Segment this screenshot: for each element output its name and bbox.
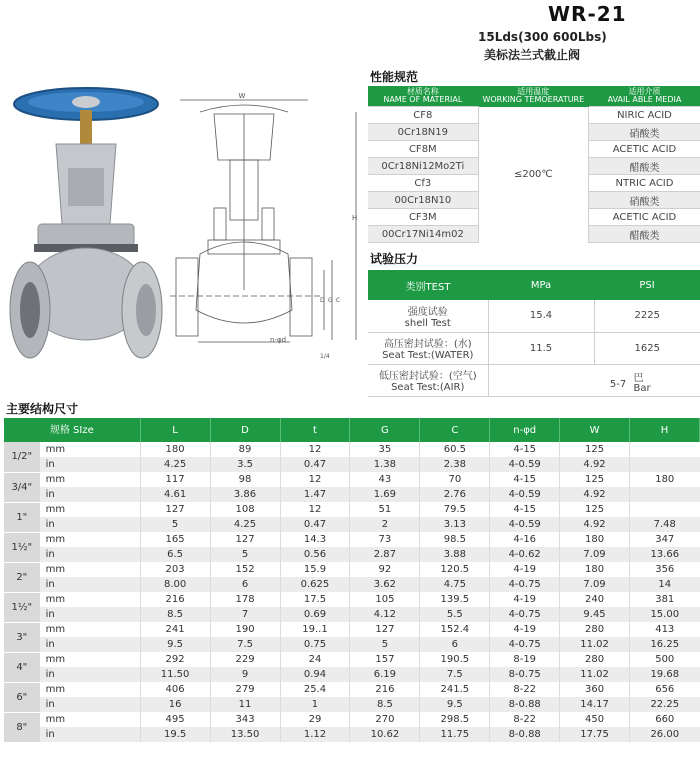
- dim-label-c: C: [336, 297, 341, 304]
- value-cell: [630, 502, 700, 517]
- value-cell: 98: [210, 472, 280, 487]
- value-cell: 8-0.75: [490, 667, 560, 682]
- value-cell: 14: [630, 577, 700, 592]
- dim-label-d: D: [320, 297, 325, 304]
- value-cell: 13.50: [210, 727, 280, 742]
- dim-col-header: t: [280, 418, 350, 442]
- value-cell: 356: [630, 562, 700, 577]
- test-unit-en: Bar: [633, 383, 651, 394]
- value-cell: 500: [630, 652, 700, 667]
- value-cell: 270: [350, 712, 420, 727]
- value-cell: [630, 442, 700, 457]
- table-row: [4, 682, 700, 697]
- value-cell: 22.25: [630, 697, 700, 712]
- size-cell: 1": [4, 502, 40, 532]
- value-cell: 240: [560, 592, 630, 607]
- col-material-en: NAME OF MATERIAL: [383, 95, 463, 104]
- value-cell: 51: [350, 502, 420, 517]
- value-cell: 656: [630, 682, 700, 697]
- test-name-en: Seat Test:(WATER): [382, 350, 474, 361]
- col-mpa: MPa: [488, 270, 594, 300]
- value-cell: 11.50: [140, 667, 210, 682]
- value-cell: 4.12: [350, 607, 420, 622]
- value-cell: 180: [560, 532, 630, 547]
- table-row: [4, 697, 700, 712]
- size-cell: 1/2": [4, 442, 40, 472]
- value-cell: 17.5: [280, 592, 350, 607]
- material-cell: CF8M: [368, 141, 478, 158]
- value-cell: 127: [140, 502, 210, 517]
- col-temp-en: WORKING TEMOERATURE: [482, 95, 585, 105]
- unit-cell: in: [40, 457, 141, 472]
- temperature-cell: ≤200℃: [478, 107, 588, 243]
- media-cell: ACETIC ACID: [588, 141, 700, 158]
- test-name-en: shell Test: [404, 317, 451, 329]
- media-cell: 醋酸类: [588, 226, 700, 243]
- value-cell: 216: [350, 682, 420, 697]
- value-cell: 8.5: [350, 697, 420, 712]
- value-cell: 1.38: [350, 457, 420, 472]
- unit-cell: mm: [40, 502, 141, 517]
- value-cell: 4.92: [560, 457, 630, 472]
- value-cell: 4-19: [490, 592, 560, 607]
- value-cell: 127: [350, 622, 420, 637]
- value-cell: 4.25: [140, 457, 210, 472]
- test-name-en: Seat Test:(AIR): [391, 382, 465, 393]
- value-cell: 11.75: [420, 727, 490, 742]
- col-test: 类别TEST: [368, 270, 488, 300]
- value-cell: 3.5: [210, 457, 280, 472]
- value-cell: 4.75: [420, 577, 490, 592]
- size-cell: 2": [4, 562, 40, 592]
- value-cell: 4-0.59: [490, 517, 560, 532]
- value-cell: 4-0.62: [490, 547, 560, 562]
- media-cell: 硝酸类: [588, 124, 700, 141]
- col-psi: PSI: [594, 270, 700, 300]
- value-cell: 8-19: [490, 652, 560, 667]
- unit-cell: mm: [40, 622, 141, 637]
- value-cell: 7.5: [210, 637, 280, 652]
- value-cell: 180: [630, 472, 700, 487]
- material-cell: 00Cr18N10: [368, 192, 478, 209]
- value-cell: 381: [630, 592, 700, 607]
- unit-cell: in: [40, 697, 141, 712]
- dimension-table: [4, 418, 700, 743]
- dim-col-header: G: [350, 418, 420, 442]
- value-cell: 5: [350, 637, 420, 652]
- unit-cell: in: [40, 727, 141, 742]
- value-cell: 4-19: [490, 562, 560, 577]
- size-cell: 3": [4, 622, 40, 652]
- value-cell: 24: [280, 652, 350, 667]
- size-cell: 8": [4, 712, 40, 742]
- value-cell: 5: [210, 547, 280, 562]
- value-cell: 7.09: [560, 577, 630, 592]
- value-cell: 8-0.88: [490, 697, 560, 712]
- value-cell: 660: [630, 712, 700, 727]
- value-cell: 4-0.59: [490, 457, 560, 472]
- table-row: [4, 442, 700, 457]
- value-cell: 9.5: [420, 697, 490, 712]
- value-cell: 19..1: [280, 622, 350, 637]
- value-cell: 4-15: [490, 442, 560, 457]
- value-cell: 157: [350, 652, 420, 667]
- value-cell: 120.5: [420, 562, 490, 577]
- value-cell: 165: [140, 532, 210, 547]
- value-cell: 11.02: [560, 667, 630, 682]
- valve-drawing: [170, 90, 362, 365]
- value-cell: 5: [140, 517, 210, 532]
- dim-col-header: H: [630, 418, 700, 442]
- unit-cell: mm: [40, 652, 141, 667]
- table-row: [4, 532, 700, 547]
- dim-col-header: L: [140, 418, 210, 442]
- media-cell: 硝酸类: [588, 192, 700, 209]
- value-cell: 280: [560, 622, 630, 637]
- value-cell: 0.625: [280, 577, 350, 592]
- value-cell: 9.5: [140, 637, 210, 652]
- unit-cell: mm: [40, 442, 141, 457]
- value-cell: 4.25: [210, 517, 280, 532]
- size-cell: 3/4": [4, 472, 40, 502]
- value-cell: 3.13: [420, 517, 490, 532]
- test-pressure-table: [368, 270, 700, 397]
- value-cell: 2: [350, 517, 420, 532]
- value-cell: 89: [210, 442, 280, 457]
- value-cell: 15.00: [630, 607, 700, 622]
- test-unit-zh: 巴: [633, 373, 644, 384]
- value-cell: 216: [140, 592, 210, 607]
- unit-cell: mm: [40, 682, 141, 697]
- value-cell: 13.66: [630, 547, 700, 562]
- value-cell: 10.62: [350, 727, 420, 742]
- value-cell: 43: [350, 472, 420, 487]
- value-cell: 92: [350, 562, 420, 577]
- performance-heading: 性能规范: [370, 70, 419, 84]
- value-cell: 14.17: [560, 697, 630, 712]
- table-row: [4, 577, 700, 592]
- value-cell: 8-22: [490, 712, 560, 727]
- material-cell: CF8: [368, 107, 478, 124]
- media-cell: NIRIC ACID: [588, 107, 700, 124]
- value-cell: 14.3: [280, 532, 350, 547]
- value-cell: 35: [350, 442, 420, 457]
- size-cell: 1½": [4, 532, 40, 562]
- value-cell: 413: [630, 622, 700, 637]
- table-row: [4, 472, 700, 487]
- value-cell: 347: [630, 532, 700, 547]
- value-cell: 16: [140, 697, 210, 712]
- unit-cell: mm: [40, 532, 141, 547]
- value-cell: 241: [140, 622, 210, 637]
- value-cell: 1.12: [280, 727, 350, 742]
- media-cell: NTRIC ACID: [588, 175, 700, 192]
- unit-cell: in: [40, 487, 141, 502]
- value-cell: 9.45: [560, 607, 630, 622]
- value-cell: 117: [140, 472, 210, 487]
- value-cell: 3.86: [210, 487, 280, 502]
- value-cell: 0.56: [280, 547, 350, 562]
- value-cell: 26.00: [630, 727, 700, 742]
- size-cell: 6": [4, 682, 40, 712]
- unit-cell: in: [40, 517, 141, 532]
- value-cell: 1.69: [350, 487, 420, 502]
- value-cell: 4-0.75: [490, 637, 560, 652]
- value-cell: 7.48: [630, 517, 700, 532]
- table-row: [4, 517, 700, 532]
- dim-col-header: D: [210, 418, 280, 442]
- table-row: [4, 637, 700, 652]
- product-title: WR-21: [548, 2, 627, 26]
- value-cell: 19.68: [630, 667, 700, 682]
- dim-label-w: W: [238, 92, 246, 100]
- value-cell: 3.62: [350, 577, 420, 592]
- value-cell: 1: [280, 697, 350, 712]
- value-cell: 98.5: [420, 532, 490, 547]
- table-row: [4, 457, 700, 472]
- table-row: [4, 622, 700, 637]
- dim-col-header: 规格 SIze: [4, 418, 140, 442]
- material-cell: 00Cr17Ni14m02: [368, 226, 478, 243]
- value-cell: 105: [350, 592, 420, 607]
- value-cell: 180: [140, 442, 210, 457]
- value-cell: 190.5: [420, 652, 490, 667]
- test-mpa: 15.4: [488, 300, 594, 332]
- value-cell: 11: [210, 697, 280, 712]
- value-cell: 127: [210, 532, 280, 547]
- value-cell: 280: [560, 652, 630, 667]
- value-cell: 4.61: [140, 487, 210, 502]
- table-row: [4, 487, 700, 502]
- value-cell: 8.5: [140, 607, 210, 622]
- value-cell: 9: [210, 667, 280, 682]
- table-row: [4, 592, 700, 607]
- value-cell: 108: [210, 502, 280, 517]
- test-heading: 试验压力: [370, 252, 419, 266]
- table-row: [4, 652, 700, 667]
- test-range: 5-7: [609, 379, 627, 390]
- value-cell: 406: [140, 682, 210, 697]
- pressure-rating: 15Lds(300 600Lbs): [478, 30, 607, 44]
- value-cell: 73: [350, 532, 420, 547]
- value-cell: 292: [140, 652, 210, 667]
- value-cell: 6.5: [140, 547, 210, 562]
- value-cell: 0.47: [280, 517, 350, 532]
- col-material-zh: 材质名称: [406, 87, 439, 96]
- value-cell: 8.00: [140, 577, 210, 592]
- test-psi: 2225: [594, 300, 700, 332]
- value-cell: 125: [560, 472, 630, 487]
- value-cell: 7.5: [420, 667, 490, 682]
- value-cell: 125: [560, 442, 630, 457]
- unit-cell: in: [40, 667, 141, 682]
- dim-col-header: W: [560, 418, 630, 442]
- dim-label-g: G: [328, 297, 333, 304]
- table-row: [4, 667, 700, 682]
- value-cell: 7.09: [560, 547, 630, 562]
- value-cell: 229: [210, 652, 280, 667]
- valve-photo: [6, 84, 166, 374]
- material-table: [368, 86, 700, 243]
- value-cell: 4-15: [490, 472, 560, 487]
- value-cell: 4-0.75: [490, 577, 560, 592]
- value-cell: 4-19: [490, 622, 560, 637]
- test-name-zh: 低压密封试验：(空气): [378, 371, 477, 382]
- value-cell: 15.9: [280, 562, 350, 577]
- value-cell: 2.87: [350, 547, 420, 562]
- value-cell: 298.5: [420, 712, 490, 727]
- value-cell: 3.88: [420, 547, 490, 562]
- value-cell: 4.92: [560, 517, 630, 532]
- value-cell: 139.5: [420, 592, 490, 607]
- value-cell: 6: [210, 577, 280, 592]
- dim-label-nphid: n-φd: [270, 336, 287, 344]
- test-mpa: 11.5: [488, 332, 594, 364]
- test-name-zh: 强度试验: [407, 306, 448, 318]
- value-cell: 1.47: [280, 487, 350, 502]
- unit-cell: mm: [40, 472, 141, 487]
- value-cell: 60.5: [420, 442, 490, 457]
- dim-col-header: n-φd: [490, 418, 560, 442]
- table-row: [4, 607, 700, 622]
- value-cell: 0.47: [280, 457, 350, 472]
- value-cell: [630, 457, 700, 472]
- value-cell: 279: [210, 682, 280, 697]
- value-cell: 152: [210, 562, 280, 577]
- value-cell: 25.4: [280, 682, 350, 697]
- table-row: [4, 712, 700, 727]
- unit-cell: mm: [40, 592, 141, 607]
- media-cell: 醋酸类: [588, 158, 700, 175]
- value-cell: 4.92: [560, 487, 630, 502]
- size-cell: 1½": [4, 592, 40, 622]
- col-media-en: AVAIL ABLE MEDIA: [607, 95, 682, 104]
- table-row: [4, 562, 700, 577]
- test-psi: 1625: [594, 332, 700, 364]
- value-cell: 4-15: [490, 502, 560, 517]
- dim-col-header: C: [420, 418, 490, 442]
- value-cell: 4-0.75: [490, 607, 560, 622]
- value-cell: 6.19: [350, 667, 420, 682]
- test-name-zh: 高压密封试验：(水): [383, 339, 472, 350]
- value-cell: 29: [280, 712, 350, 727]
- value-cell: 4-0.59: [490, 487, 560, 502]
- value-cell: 6: [420, 637, 490, 652]
- value-cell: 79.5: [420, 502, 490, 517]
- dimensions-heading: 主要结构尺寸: [6, 402, 79, 416]
- value-cell: 16.25: [630, 637, 700, 652]
- dim-label-quarter: 1/4: [320, 353, 330, 360]
- product-name: 美标法兰式截止阀: [484, 48, 581, 62]
- value-cell: 5.5: [420, 607, 490, 622]
- value-cell: 0.75: [280, 637, 350, 652]
- size-cell: 4": [4, 652, 40, 682]
- value-cell: 4-16: [490, 532, 560, 547]
- unit-cell: in: [40, 637, 141, 652]
- value-cell: 0.69: [280, 607, 350, 622]
- value-cell: 7: [210, 607, 280, 622]
- value-cell: 2.38: [420, 457, 490, 472]
- value-cell: 70: [420, 472, 490, 487]
- value-cell: 241.5: [420, 682, 490, 697]
- value-cell: 12: [280, 442, 350, 457]
- unit-cell: in: [40, 607, 141, 622]
- material-cell: 0Cr18Ni12Mo2Ti: [368, 158, 478, 175]
- value-cell: [630, 487, 700, 502]
- value-cell: 125: [560, 502, 630, 517]
- col-temp-zh: 适用温度: [517, 87, 550, 97]
- dim-label-h: H: [352, 214, 358, 222]
- value-cell: 180: [560, 562, 630, 577]
- value-cell: 8-0.88: [490, 727, 560, 742]
- table-row: [4, 547, 700, 562]
- value-cell: 12: [280, 472, 350, 487]
- value-cell: 360: [560, 682, 630, 697]
- table-row: [4, 502, 700, 517]
- unit-cell: in: [40, 547, 141, 562]
- value-cell: 203: [140, 562, 210, 577]
- value-cell: 8-22: [490, 682, 560, 697]
- unit-cell: mm: [40, 562, 141, 577]
- unit-cell: mm: [40, 712, 141, 727]
- value-cell: 190: [210, 622, 280, 637]
- material-cell: Cf3: [368, 175, 478, 192]
- value-cell: 2.76: [420, 487, 490, 502]
- unit-cell: in: [40, 577, 141, 592]
- value-cell: 19.5: [140, 727, 210, 742]
- value-cell: 152.4: [420, 622, 490, 637]
- value-cell: 11.02: [560, 637, 630, 652]
- material-cell: 0Cr18N19: [368, 124, 478, 141]
- value-cell: 17.75: [560, 727, 630, 742]
- value-cell: 0.94: [280, 667, 350, 682]
- value-cell: 178: [210, 592, 280, 607]
- value-cell: 495: [140, 712, 210, 727]
- table-row: [4, 727, 700, 742]
- material-cell: CF3M: [368, 209, 478, 226]
- value-cell: 12: [280, 502, 350, 517]
- media-cell: ACETIC ACID: [588, 209, 700, 226]
- value-cell: 450: [560, 712, 630, 727]
- value-cell: 343: [210, 712, 280, 727]
- col-media-zh: 适用介质: [628, 87, 661, 96]
